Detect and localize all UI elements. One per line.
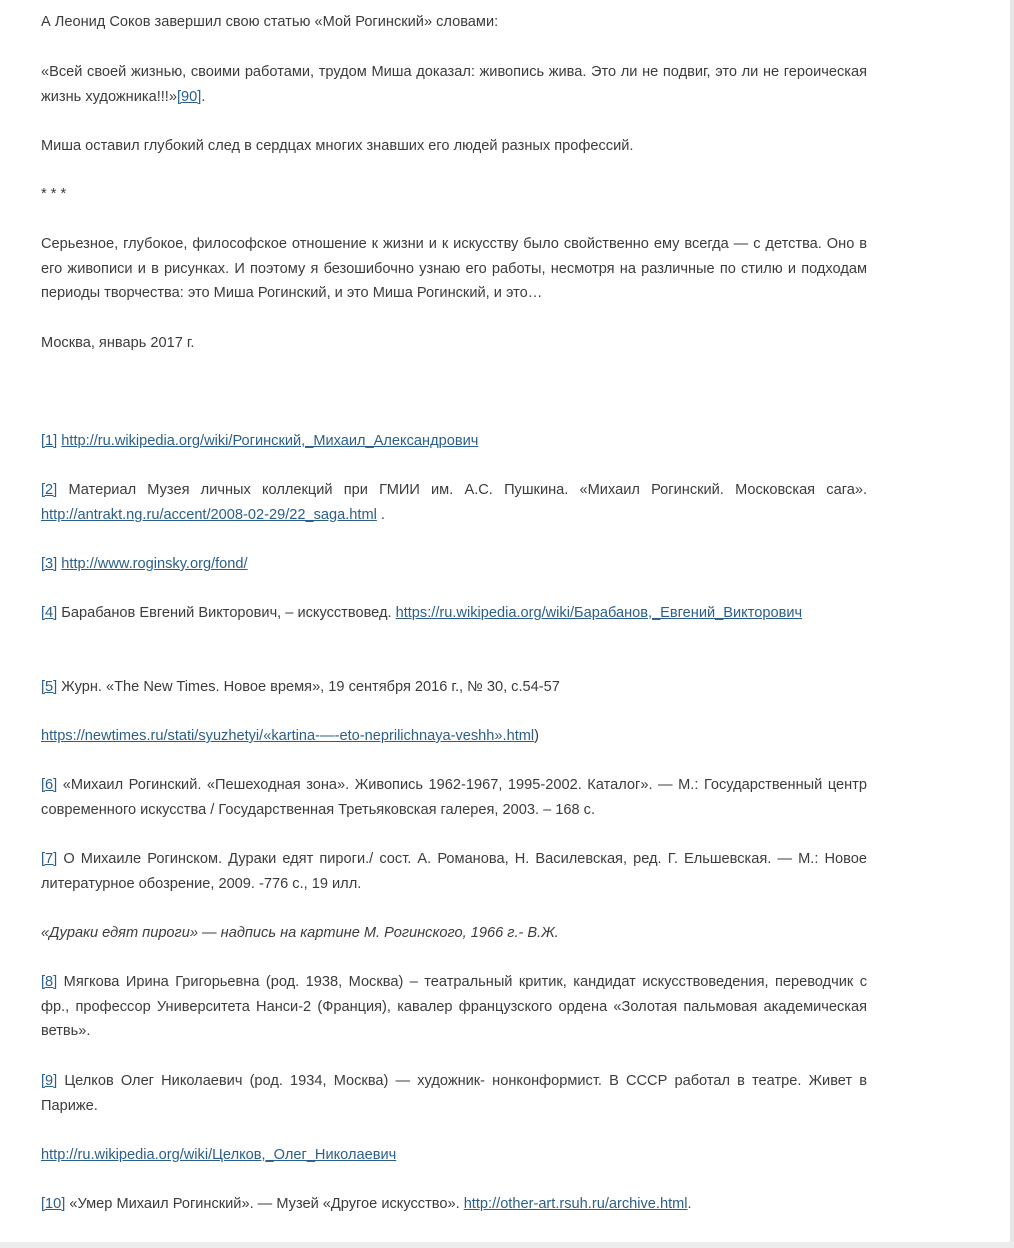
footnote-9-link [41, 1143, 867, 1168]
paragraph-signature [41, 331, 867, 356]
footnote-1 [41, 429, 867, 454]
quote-end: . [201, 88, 206, 105]
paragraph-sokov-intro [41, 10, 867, 35]
footnote-link[interactable]: http://other-art.rsuh.ru/archive.html [463, 1196, 688, 1212]
paragraph-text: Москва, январь 2017 г. [41, 335, 195, 351]
footnote-ref-7[interactable]: [7] [41, 851, 58, 867]
footnote-text: «Михаил Рогинский. «Пешеходная зона». Живопись 1962-1967, 1995-2002. Каталог». — М.: Государственный центр современного искусства / Государственная Третьяковская галерея, 2003. – 168 с. [41, 777, 867, 818]
footnote-note-text: «Дураки едят пироги» — надпись на картине М. Рогинского, 1966 г.- В.Ж. [41, 925, 559, 941]
right-border [1010, 0, 1014, 1248]
footnote-4 [41, 601, 867, 626]
footnote-3 [41, 552, 867, 577]
paragraph-legacy [41, 134, 867, 159]
footnote-10 [41, 1192, 867, 1217]
footnote-ref-5[interactable]: [5] [41, 679, 58, 695]
footnote-2 [41, 478, 867, 527]
footnote-5-link [41, 724, 867, 749]
footnote-ref-6[interactable]: [6] [41, 777, 58, 793]
footnote-link[interactable]: http://ru.wikipedia.org/wiki/Целков,_Олег_Николаевич [41, 1147, 397, 1163]
footnote-text-end: . [687, 1196, 692, 1212]
footnote-ref-90[interactable]: [90] [176, 88, 202, 105]
footnote-9 [41, 1069, 867, 1118]
footnote-6 [41, 773, 867, 822]
bottom-border [0, 1242, 1014, 1248]
footnote-text-end: ) [534, 728, 540, 744]
footnote-link[interactable]: http://www.roginsky.org/fond/ [61, 556, 248, 572]
footnote-ref-1[interactable]: [1] [41, 433, 58, 449]
footnote-8 [41, 970, 867, 1044]
footnote-7-note [41, 921, 867, 946]
footnote-ref-2[interactable]: [2] [41, 482, 58, 498]
separator-text: * * * [41, 186, 67, 202]
paragraph-quote [41, 60, 867, 109]
footnote-text: Материал Музея личных коллекций при ГМИИ им. А.С. Пушкина. «Михаил Рогинский. Московская сага». [57, 482, 867, 498]
footnote-link[interactable]: https://newtimes.ru/stati/syuzhetyi/«kartina-—-eto-neprilichnaya-veshh».html [41, 728, 535, 744]
footnote-link[interactable]: http://ru.wikipedia.org/wiki/Рогинский,_Михаил_Александрович [61, 433, 479, 449]
footnote-ref-4[interactable]: [4] [41, 605, 58, 621]
paragraph-text: А Леонид Соков завершил свою статью «Мой Рогинский» словами: [41, 14, 499, 30]
paragraph-text: Серьезное, глубокое, философское отношение к жизни и к искусству было свойственно ему всегда — с детства. Оно в его живописи и в рисунках. И поэтому я безошибочно узнаю его работы, несмотря на различные по стилю и подходам периоды творчества: это Миша Рогинский, и это Миша Рогинский, и это… [41, 236, 867, 302]
footnote-text: О Михаиле Рогинском. Дураки едят пироги./ сост. А. Романова, Н. Василевская, ред. Г. Ельшевская. — М.: Новое литературное обозрение, 2009. -776 с., 19 илл. [41, 851, 867, 892]
footnote-ref-3[interactable]: [3] [41, 556, 58, 572]
footnote-ref-9[interactable]: [9] [41, 1073, 58, 1089]
footnote-text: «Умер Михаил Рогинский». — Музей «Другое искусство». [65, 1196, 464, 1212]
paragraph-philosophy [41, 232, 867, 306]
paragraph-text: Миша оставил глубокий след в сердцах многих знавших его людей разных профессий. [41, 138, 634, 154]
footnote-text-end: . [376, 506, 385, 523]
footnote-text: Целков Олег Николаевич (род. 1934, Москва) — художник- нонконформист. В СССР работал в театре. Живет в Париже. [41, 1073, 867, 1114]
footnote-link[interactable]: https://ru.wikipedia.org/wiki/Барабанов,_Евгений_Викторович [395, 605, 803, 621]
quote-text: «Всей своей жизнью, своими работами, трудом Миша доказал: живопись жива. Это ли не подвиг, это ли не героическая жизнь художника!!!» [41, 64, 867, 105]
footnote-ref-8[interactable]: [8] [41, 974, 58, 990]
footnote-7 [41, 847, 867, 896]
footnote-link[interactable]: http://antrakt.ng.ru/accent/2008-02-29/22_saga.html [41, 506, 377, 523]
footnote-5 [41, 675, 867, 700]
footnote-ref-10[interactable]: [10] [41, 1196, 66, 1212]
footnote-text: Журн. «The New Times. Новое время», 19 сентября 2016 г., № 30, с.54-57 [57, 679, 560, 695]
section-separator [41, 182, 867, 207]
footnote-text: Мягкова Ирина Григорьевна (род. 1938, Москва) – театральный критик, кандидат искусствоведения, переводчик с фр., профессор Университета Нанси-2 (Франция), кавалер французского ордена «Золотая пальмовая академическая ветвь». [41, 974, 867, 1040]
footnote-text: Барабанов Евгений Викторович, – искусствовед. [57, 605, 396, 621]
